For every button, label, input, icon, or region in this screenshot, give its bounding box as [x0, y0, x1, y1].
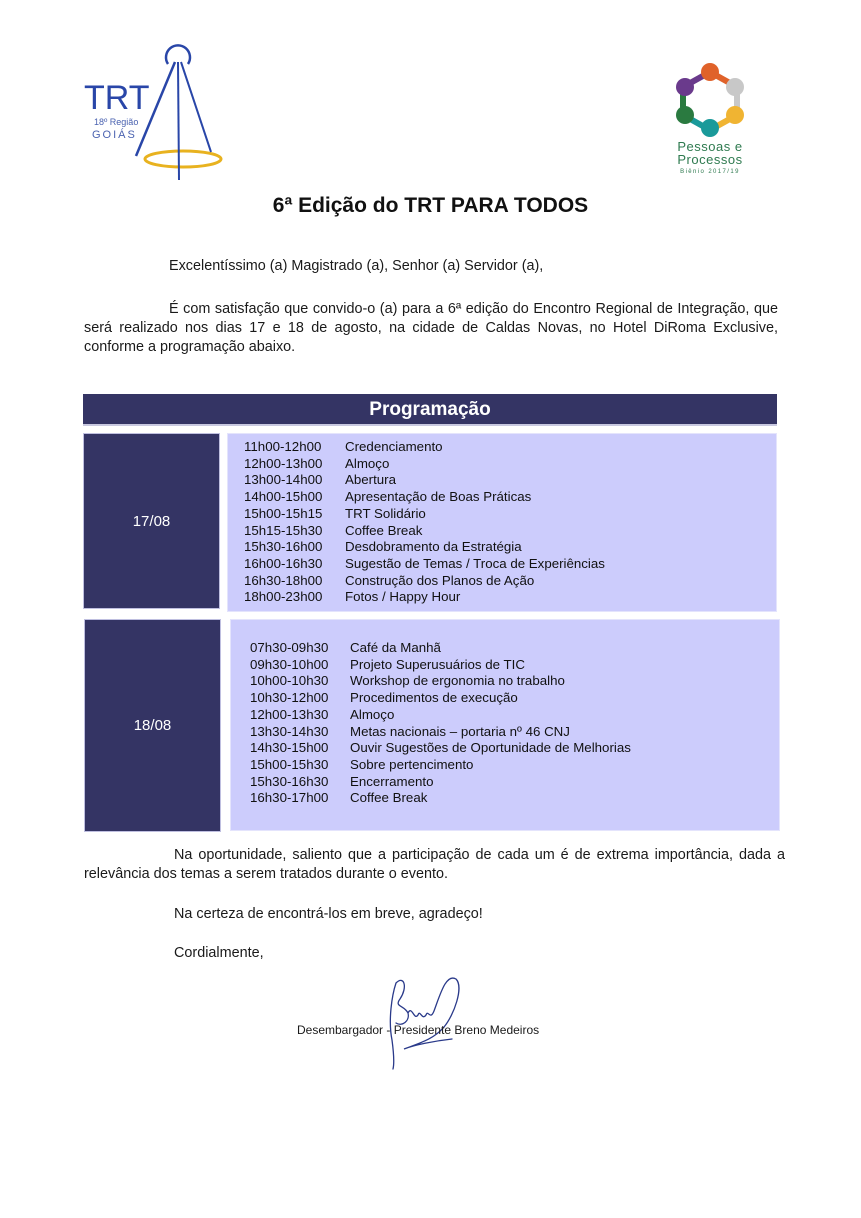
item-time: 07h30-09h30 [250, 640, 329, 655]
item-activity: TRT Solidário [345, 505, 426, 521]
item-activity: Encerramento [350, 773, 434, 789]
item-time: 15h00-15h30 [250, 756, 329, 772]
item-time: 13h30-14h30 [250, 723, 329, 739]
item-time: 16h30-18h00 [244, 572, 323, 588]
item-time: 15h00-15h15 [244, 505, 323, 521]
handwritten-signature [374, 965, 474, 1070]
schedule-item [244, 589, 605, 606]
schedule-item [244, 539, 605, 556]
logo-text-line1: Pessoas e [677, 139, 743, 154]
item-time: 12h00-13h30 [250, 706, 329, 722]
logo-text-line2: Processos [677, 152, 743, 167]
signer-name: Desembargador - Presidente Breno Medeiros [297, 1023, 540, 1037]
program-heading: Programação [83, 394, 777, 426]
item-activity: Abertura [345, 472, 396, 488]
item-activity: Workshop de ergonomia no trabalho [350, 673, 565, 689]
schedule-item [244, 472, 605, 489]
schedule-item [244, 456, 605, 473]
item-time: 16h00-16h30 [244, 555, 323, 571]
schedule-item [244, 573, 605, 590]
item-activity: Procedimentos de execução [350, 690, 518, 706]
schedule-item [244, 439, 605, 456]
item-activity: Coffee Break [350, 790, 428, 806]
schedule-item [244, 556, 605, 573]
svg-text:GOIÁS: GOIÁS [92, 129, 137, 141]
item-time: 10h30-12h00 [250, 690, 329, 706]
item-activity: Fotos / Happy Hour [345, 589, 461, 605]
day-label [85, 620, 220, 831]
item-time: 14h30-15h00 [250, 740, 329, 756]
pessoas-processos-logo [660, 60, 760, 185]
item-time: 10h00-10h30 [250, 673, 329, 689]
greeting: Excelentíssimo (a) Magistrado (a), Senhor (a) Servidor (a), [169, 258, 544, 274]
thanks-paragraph: Na certeza de encontrá-los em breve, agradeço! [174, 906, 483, 922]
schedule-box [228, 434, 776, 611]
schedule-item [250, 790, 631, 807]
trt-logo-text: TRT [84, 79, 150, 117]
item-activity: Coffee Break [345, 522, 423, 538]
schedule-item [250, 707, 631, 724]
schedule-item [250, 657, 631, 674]
schedule-item [244, 489, 605, 506]
schedule-item [250, 757, 631, 774]
item-time: 12h00-13h00 [244, 455, 323, 471]
people-circle-icon [660, 60, 760, 140]
logo-text-line3: Biênio 2017/19 [680, 169, 740, 175]
valediction: Cordialmente, [174, 945, 264, 961]
item-time: 13h00-14h00 [244, 472, 323, 488]
item-activity: Café da Manhã [350, 640, 441, 655]
svg-text:18º Região: 18º Região [94, 117, 139, 127]
trt-logo [78, 44, 228, 184]
schedule-item [250, 774, 631, 791]
schedule-item [244, 506, 605, 523]
item-activity: Almoço [345, 455, 390, 471]
item-time: 15h30-16h30 [250, 773, 329, 789]
item-activity: Ouvir Sugestões de Oportunidade de Melhorias [350, 740, 631, 756]
schedule-list [250, 640, 631, 807]
item-activity: Desdobramento da Estratégia [345, 539, 522, 555]
day-label [84, 434, 219, 608]
item-activity: Almoço [350, 706, 395, 722]
schedule-box [231, 620, 779, 830]
day-date: 17/08 [132, 512, 171, 530]
item-activity: Credenciamento [345, 439, 443, 454]
item-activity: Construção dos Planos de Ação [345, 572, 535, 588]
item-time: 11h00-12h00 [244, 439, 322, 454]
item-time: 15h15-15h30 [244, 522, 323, 538]
item-time: 14h00-15h00 [244, 489, 323, 505]
day-date: 18/08 [133, 717, 172, 734]
schedule-item [250, 690, 631, 707]
document-title: 6ª Edição do TRT PARA TODOS [272, 194, 589, 217]
closing-paragraph: Na oportunidade, saliento que a participação de cada um é de extrema importância, dada a relevância dos temas a serem tratados durante o evento. [84, 847, 785, 882]
schedule-list [244, 439, 605, 606]
item-time: 16h30-17h00 [250, 790, 329, 806]
item-time: 09h30-10h00 [250, 656, 329, 672]
intro-paragraph: É com satisfação que convido-o (a) para a 6ª edição do Encontro Regional de Integração, que será realizado nos dias 17 e 18 de agosto, na cidade de Caldas Novas, no Hotel DiRoma Exclusive, conforme a programação abaixo. [84, 301, 778, 355]
item-time: 18h00-23h00 [244, 589, 323, 605]
schedule-item [250, 673, 631, 690]
item-activity: Apresentação de Boas Práticas [345, 489, 532, 505]
item-time: 15h30-16h00 [244, 539, 323, 555]
item-activity: Sugestão de Temas / Troca de Experiências [345, 555, 605, 571]
item-activity: Metas nacionais – portaria nº 46 CNJ [350, 723, 570, 739]
item-activity: Sobre pertencimento [350, 756, 474, 772]
schedule-item [250, 640, 631, 657]
item-activity: Projeto Superusuários de TIC [350, 656, 525, 672]
schedule-item [244, 523, 605, 540]
schedule-item [250, 740, 631, 757]
schedule-item [250, 724, 631, 741]
